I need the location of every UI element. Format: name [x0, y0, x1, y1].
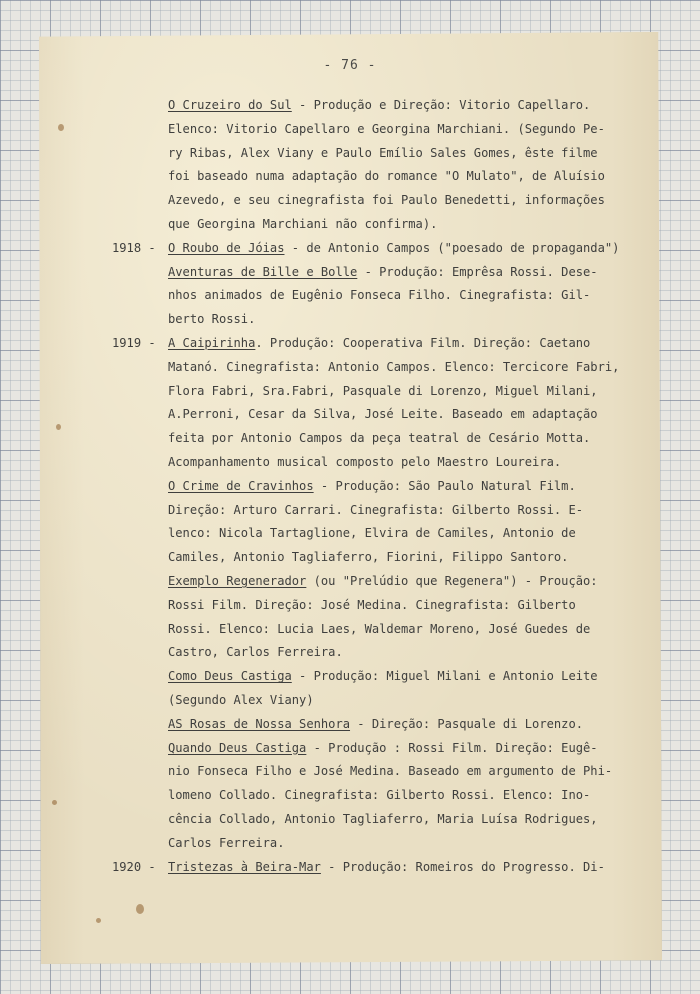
text-line: [168, 165, 657, 189]
year-label: 1919 -: [112, 335, 156, 350]
text-line: [168, 641, 657, 665]
text-line: [168, 713, 657, 737]
text-line: [168, 403, 657, 427]
line-text: nio Fonseca Filho e José Medina. Baseado em argumento de Phi-: [168, 764, 613, 779]
text-line: [168, 237, 657, 261]
film-title: Tristezas à Beira-Mar: [168, 859, 321, 874]
line-text: cência Collado, Antonio Tagliaferro, Maria Luísa Rodrigues,: [168, 811, 598, 826]
line-text: ry Ribas, Alex Viany e Paulo Emílio Sales Gomes, êste filme: [168, 145, 598, 160]
text-line: [168, 832, 657, 856]
film-title: O Cruzeiro do Sul: [168, 98, 292, 112]
document-body: [112, 94, 657, 879]
text-line: [168, 594, 657, 618]
text-line: [168, 308, 657, 332]
filmography-entry: [112, 856, 657, 880]
line-text: Flora Fabri, Sra.Fabri, Pasquale di Lorenzo, Miguel Milani,: [168, 383, 598, 398]
rust-stain: [96, 918, 101, 923]
rust-stain: [136, 904, 144, 914]
film-title: Quando Deus Castiga: [168, 740, 307, 755]
page-number: - 76 -: [323, 58, 377, 73]
line-text: . Produção: Cooperativa Film. Direção: Caetano: [255, 335, 591, 350]
text-line: [168, 261, 657, 285]
line-text: lenco: Nicola Tartaglione, Elvira de Camiles, Antonio de: [168, 526, 576, 541]
line-text: berto Rossi.: [168, 312, 256, 327]
film-title: Como Deus Castiga: [168, 669, 292, 684]
text-line: [168, 618, 657, 642]
film-title: Aventuras de Bille e Bolle: [168, 264, 358, 279]
line-text: - Produção: Romeiros do Progresso. Di-: [320, 859, 605, 874]
text-line: [168, 332, 657, 356]
filmography-entry: [112, 237, 657, 332]
text-line: [168, 784, 657, 808]
line-text: Castro, Carlos Ferreira.: [168, 645, 343, 660]
line-text: - de Antonio Campos ("poesado de propaganda"): [284, 240, 620, 255]
rust-stain: [56, 424, 61, 430]
text-line: [168, 380, 657, 404]
text-line: [168, 356, 657, 380]
text-line: [168, 570, 657, 594]
line-text: que Georgina Marchiani não confirma).: [168, 216, 438, 231]
text-line: [168, 689, 657, 713]
rust-stain: [58, 124, 64, 131]
line-text: Acompanhamento musical composto pelo Maestro Loureira.: [168, 454, 562, 469]
line-text: Rossi Film. Direção: José Medina. Cinegrafista: Gilberto: [168, 597, 576, 612]
line-text: Carlos Ferreira.: [168, 835, 285, 850]
line-text: - Produção: Miguel Milani e Antonio Leite: [291, 669, 598, 684]
line-text: Camiles, Antonio Tagliaferro, Fiorini, Filippo Santoro.: [168, 550, 569, 565]
line-text: Azevedo, e seu cinegrafista foi Paulo Benedetti, informações: [168, 193, 605, 208]
text-line: [168, 475, 657, 499]
text-line: [168, 546, 657, 570]
line-text: - Produção : Rossi Film. Direção: Eugê-: [306, 740, 598, 755]
text-line: [168, 737, 657, 761]
line-text: Matanó. Cinegrafista: Antonio Campos. Elenco: Tercicore Fabri,: [168, 359, 620, 374]
film-title: AS Rosas de Nossa Senhora: [168, 716, 351, 731]
line-text: nhos animados de Eugênio Fonseca Filho. Cinegrafista: Gil-: [168, 288, 591, 303]
line-text: foi baseado numa adaptação do romance "O Mulato", de Aluísio: [168, 169, 605, 184]
text-line: [168, 760, 657, 784]
line-text: (ou "Prelúdio que Regenera") - Proução:: [306, 573, 598, 588]
film-title: Exemplo Regenerador: [168, 573, 307, 588]
text-line: [168, 665, 657, 689]
filmography-entry: [112, 332, 657, 856]
line-text: - Produção e Direção: Vitorio Capellaro.: [291, 98, 591, 112]
line-text: - Produção: Emprêsa Rossi. Dese-: [357, 264, 598, 279]
text-line: [168, 808, 657, 832]
filmography-entry: [112, 94, 657, 237]
text-line: [168, 451, 657, 475]
text-line: [168, 142, 657, 166]
text-line: [168, 284, 657, 308]
text-line: [168, 213, 657, 237]
line-text: Direção: Arturo Carrari. Cinegrafista: Gilberto Rossi. E-: [168, 502, 584, 517]
line-text: (Segundo Alex Viany): [168, 692, 314, 707]
text-line: [168, 427, 657, 451]
film-title: O Roubo de Jóias: [168, 240, 285, 255]
line-text: lomeno Collado. Cinegrafista: Gilberto Rossi. Elenco: Ino-: [168, 788, 591, 803]
line-text: - Produção: São Paulo Natural Film.: [313, 478, 576, 493]
film-title: A Caipirinha: [168, 335, 256, 350]
text-line: [168, 118, 657, 142]
line-text: Elenco: Vitorio Capellaro e Georgina Marchiani. (Segundo Pe-: [168, 121, 605, 136]
line-text: - Direção: Pasquale di Lorenzo.: [350, 716, 584, 731]
line-text: Rossi. Elenco: Lucia Laes, Waldemar Moreno, José Guedes de: [168, 621, 591, 636]
year-label: 1920 -: [112, 859, 156, 874]
text-line: [168, 522, 657, 546]
line-text: feita por Antonio Campos da peça teatral de Cesário Motta.: [168, 431, 591, 446]
film-title: O Crime de Cravinhos: [168, 478, 314, 493]
text-line: [168, 94, 657, 118]
text-line: [168, 189, 657, 213]
text-line: [168, 499, 657, 523]
year-label: 1918 -: [112, 240, 156, 255]
rust-stain: [52, 800, 57, 805]
text-line: [168, 856, 657, 880]
line-text: A.Perroni, Cesar da Silva, José Leite. Baseado em adaptação: [168, 407, 598, 422]
